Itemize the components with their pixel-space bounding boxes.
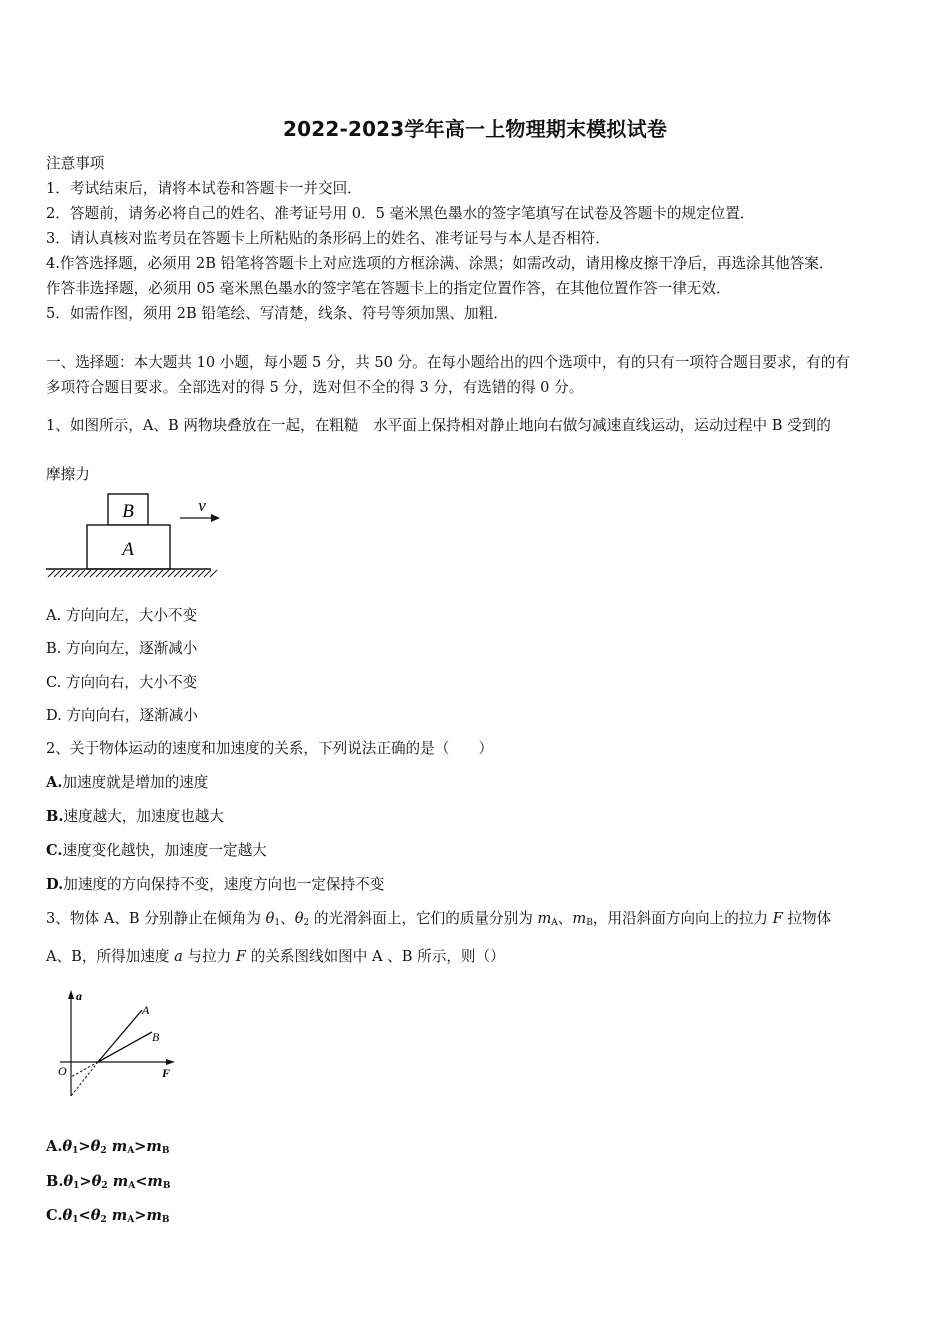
- x-axis-arrow: [166, 1059, 175, 1065]
- hatch-mark: [186, 570, 193, 577]
- ground-hatching: [48, 570, 217, 577]
- line-a-extension: [71, 1062, 98, 1096]
- q3-option: [46, 1207, 170, 1225]
- subscript: 2: [101, 1181, 108, 1191]
- hatch-mark: [84, 570, 91, 577]
- subscript: 2: [100, 1146, 107, 1156]
- hatch-mark: [126, 570, 133, 577]
- q2-option: [46, 873, 384, 894]
- symbol-theta: θ: [90, 1207, 101, 1224]
- section-heading-line2: 多项符合题目要求。全部选对的得 5 分，选对但不全的得 3 分，有选错的得 0 分。: [46, 379, 584, 396]
- option-letter: B.: [46, 808, 64, 825]
- text-run: 的光滑斜面上，它们的质量分别为: [309, 910, 538, 927]
- option-letter: B.: [46, 1173, 64, 1190]
- subscript: A: [128, 1181, 136, 1191]
- hatch-mark: [78, 570, 85, 577]
- operator: <: [135, 1173, 148, 1190]
- notice-heading: 注意事项: [46, 155, 105, 172]
- notice-item: 5．如需作图，须用 2B 铅笔绘、写清楚，线条、符号等须加黑、加粗．: [46, 305, 508, 322]
- operator: >: [78, 1138, 91, 1155]
- option-text: 速度变化越快，加速度一定越大: [62, 842, 267, 859]
- hatch-mark: [198, 570, 205, 577]
- notice-item: 4.作答选择题，必须用 2B 铅笔将答题卡上对应选项的方框涂满、涂黑；如需改动，请用橡皮擦干净后，再选涂其他答案．: [46, 255, 834, 272]
- hatch-mark: [192, 570, 199, 577]
- subscript: B: [161, 1146, 170, 1156]
- subscript: 1: [73, 1181, 80, 1191]
- symbol-f: F: [235, 948, 246, 965]
- subscript: B: [162, 1181, 171, 1191]
- line-b-label: B: [152, 1030, 160, 1044]
- hatch-mark: [114, 570, 121, 577]
- line-b-extension: [71, 1062, 98, 1077]
- symbol-m: m: [572, 910, 587, 927]
- operator: <: [78, 1207, 91, 1224]
- hatch-mark: [138, 570, 145, 577]
- operator: >: [134, 1138, 147, 1155]
- page-title: 2022-2023学年高一上物理期末模拟试卷: [282, 117, 668, 141]
- symbol-theta: θ: [62, 1138, 73, 1155]
- text-run: 拉物体: [782, 910, 832, 927]
- hatch-mark: [72, 570, 79, 577]
- notice-item: 作答非选择题，必须用 05 毫米黑色墨水的签字笔在答题卡上的指定位置作答，在其他位置作答一律无效．: [46, 280, 731, 297]
- symbol-theta: θ: [265, 910, 275, 927]
- q3-stem-line1: [46, 907, 831, 928]
- option-text: 加速度的方向保持不变，速度方向也一定保持不变: [63, 876, 385, 893]
- q3-option: [46, 1173, 170, 1191]
- hatch-mark: [204, 570, 211, 577]
- subscript: 1: [274, 918, 281, 928]
- hatch-mark: [102, 570, 109, 577]
- hatch-mark: [150, 570, 157, 577]
- symbol-m: m: [111, 1207, 128, 1224]
- symbol-m: m: [112, 1173, 129, 1190]
- option-letter: C.: [46, 1207, 63, 1224]
- line-b: [98, 1032, 152, 1062]
- symbol-theta: θ: [294, 910, 304, 927]
- subscript: 1: [72, 1215, 79, 1225]
- block-a-label: A: [122, 539, 134, 560]
- q1-stem-line2: 摩擦力: [46, 466, 90, 483]
- velocity-label: v: [198, 496, 206, 515]
- line-a-label: A: [142, 1003, 150, 1017]
- symbol-m: m: [111, 1138, 128, 1155]
- notice-item: 2．答题前，请务必将自己的姓名、准考证号用 0．5 毫米黑色墨水的签字笔填写在试卷及答题卡的规定位置．: [46, 205, 755, 222]
- hatch-mark: [96, 570, 103, 577]
- hatch-mark: [48, 570, 55, 577]
- q2-stem: 2、关于物体运动的速度和加速度的关系，下列说法正确的是（ ）: [46, 740, 494, 757]
- text-run: 、: [557, 910, 573, 927]
- line-a: [98, 1010, 142, 1062]
- section-heading-line1: 一、选择题：本大题共 10 小题，每小题 5 分，共 50 分。在每小题给出的四个选项中，有的只有一项符合题目要求，有的有: [46, 354, 850, 371]
- symbol-theta: θ: [62, 1207, 73, 1224]
- option-text: 速度越大，加速度也越大: [63, 808, 224, 825]
- operator: >: [79, 1173, 92, 1190]
- subscript: B: [161, 1215, 170, 1225]
- operator: >: [134, 1207, 147, 1224]
- hatch-mark: [108, 570, 115, 577]
- symbol-m: m: [537, 910, 552, 927]
- option-letter: A.: [46, 1138, 63, 1155]
- hatch-mark: [156, 570, 163, 577]
- symbol-m: m: [147, 1173, 163, 1190]
- symbol-a: a: [174, 948, 183, 965]
- q2-option: [46, 839, 267, 860]
- q1-option: D. 方向向右，逐渐减小: [46, 707, 198, 724]
- symbol-theta: θ: [63, 1173, 74, 1190]
- hatch-mark: [162, 570, 169, 577]
- hatch-mark: [60, 570, 67, 577]
- q3-graph-figure: [54, 984, 184, 1102]
- option-text: 加速度就是增加的速度: [62, 774, 209, 791]
- hatch-mark: [66, 570, 73, 577]
- hatch-mark: [174, 570, 181, 577]
- option-letter: C.: [46, 842, 63, 859]
- subscript: B: [586, 918, 593, 928]
- hatch-mark: [168, 570, 175, 577]
- q1-option: C. 方向向右，大小不变: [46, 674, 198, 691]
- q1-option: A. 方向向左，大小不变: [46, 607, 198, 624]
- subscript: A: [551, 918, 558, 928]
- symbol-theta: θ: [91, 1173, 102, 1190]
- option-letter: D.: [46, 876, 64, 893]
- q3-option: [46, 1138, 169, 1156]
- subscript: A: [127, 1146, 135, 1156]
- text-run: 与拉力: [182, 948, 236, 965]
- text-run: A、B，所得加速度: [46, 948, 175, 965]
- symbol-m: m: [146, 1207, 162, 1224]
- symbol-theta: θ: [90, 1138, 101, 1155]
- q3-stem-line2: [46, 945, 505, 966]
- hatch-mark: [120, 570, 127, 577]
- hatch-mark: [210, 570, 217, 577]
- notice-item: 1．考试结束后，请将本试卷和答题卡一并交回．: [46, 180, 362, 197]
- hatch-mark: [132, 570, 139, 577]
- subscript: 2: [303, 918, 310, 928]
- x-axis-label: F: [162, 1066, 171, 1080]
- y-axis-arrow: [68, 990, 74, 999]
- subscript: A: [127, 1215, 135, 1225]
- text-run: 3、物体 A、B 分别静止在倾角为: [46, 910, 266, 927]
- block-b-label: B: [122, 501, 134, 522]
- q1-stem-line1: 1、如图所示，A、B 两物块叠放在一起，在粗糙 水平面上保持相对静止地向右做匀减速直线运动，运动过程中 B 受到的: [46, 417, 831, 434]
- hatch-mark: [54, 570, 61, 577]
- subscript: 2: [100, 1215, 107, 1225]
- q1-blocks-figure: [44, 490, 224, 580]
- text-run: 、: [280, 910, 295, 927]
- q2-option: [46, 805, 224, 826]
- text-run: ，用沿斜面方向向上的拉力: [592, 910, 773, 927]
- origin-label: O: [58, 1064, 67, 1078]
- option-letter: A.: [46, 774, 63, 791]
- text-run: 的关系图线如图中 A 、B 所示，则（）: [245, 948, 505, 965]
- hatch-mark: [144, 570, 151, 577]
- notice-item: 3．请认真核对监考员在答题卡上所粘贴的条形码上的姓名、准考证号与本人是否相符．: [46, 230, 610, 247]
- subscript: 1: [72, 1146, 79, 1156]
- hatch-mark: [180, 570, 187, 577]
- q2-option: [46, 771, 208, 792]
- symbol-m: m: [146, 1138, 162, 1155]
- q1-option: B. 方向向左，逐渐减小: [46, 640, 198, 657]
- hatch-mark: [90, 570, 97, 577]
- velocity-arrow-head: [211, 514, 220, 522]
- symbol-f: F: [772, 910, 783, 927]
- y-axis-label: a: [76, 989, 82, 1003]
